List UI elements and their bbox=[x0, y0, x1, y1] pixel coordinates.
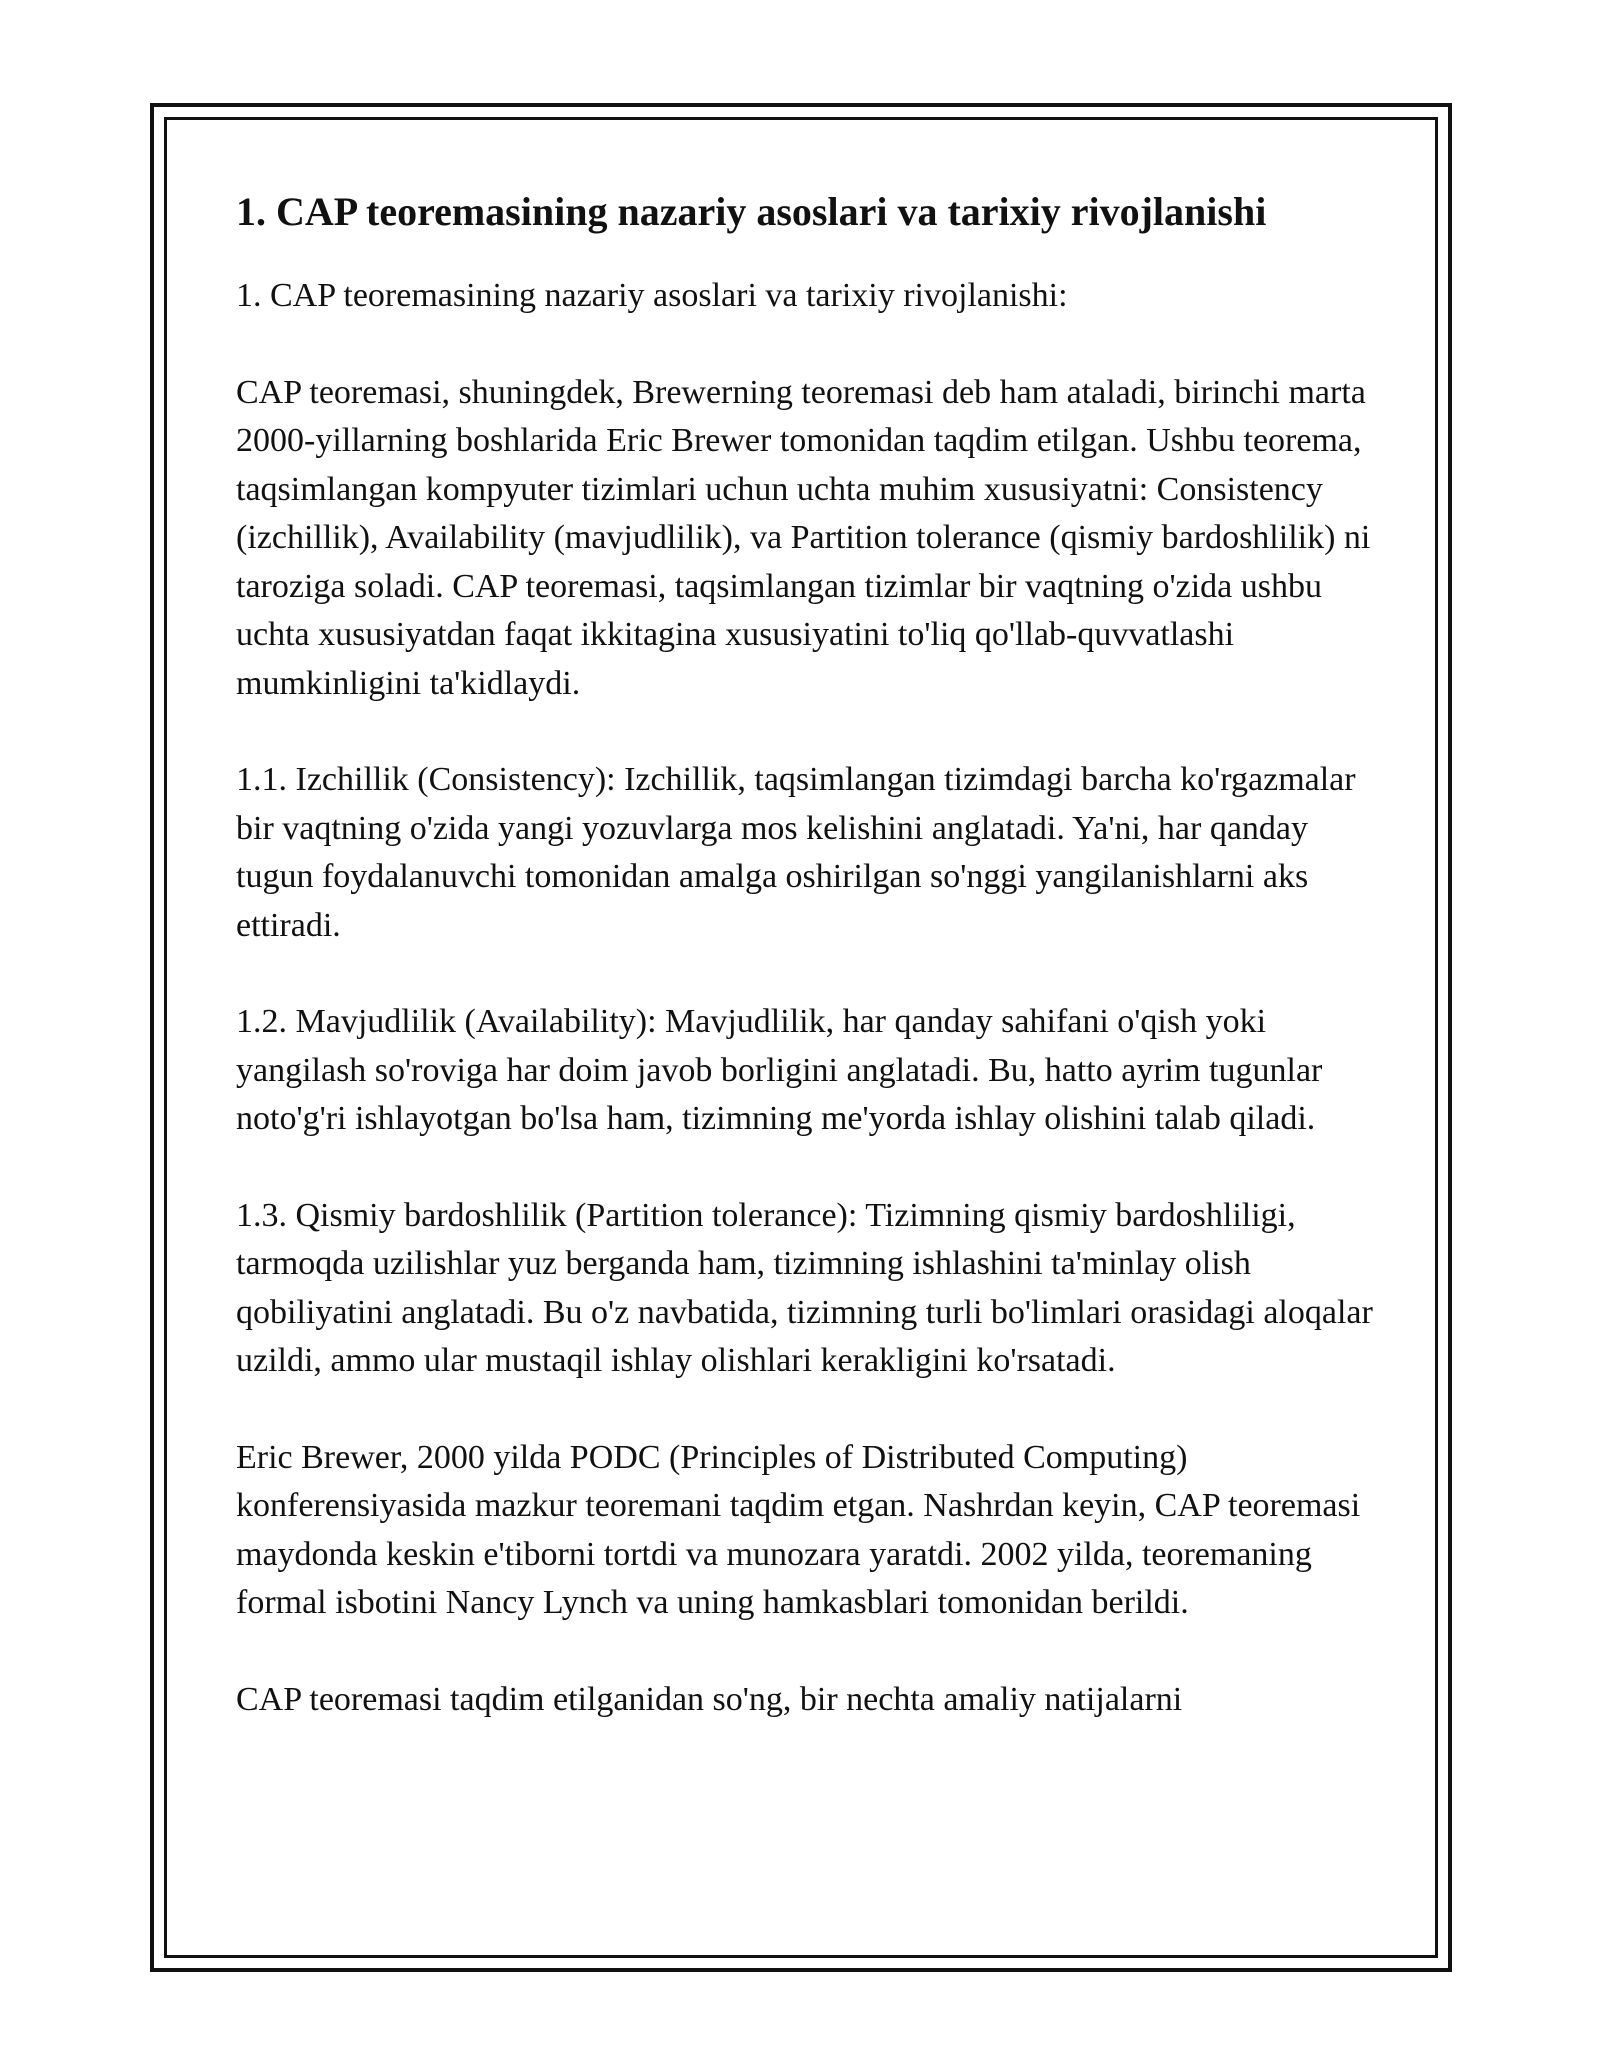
paragraph-cap-definition: CAP teoremasi, shuningdek, Brewerning teoremasi deb ham ataladi, birinchi marta 2000-yillarning boshlarida Eric Brewer tomonidan taqdim etilgan. Ushbu teorema, taqsimlangan kompyuter tizimlari uchun uchta muhim xususiyatni: Consistency (izchillik), Availability (mavjudlilik), va Partition tolerance (qismiy bardoshlilik) ni taroziga soladi. CAP teoremasi, taqsimlangan tizimlar bir vaqtning o'zida ushbu uchta xususiyatdan faqat ikkitagina xususiyatini to'liq qo'llab-quvvatlashi mumkinligini ta'kidlaydi. bbox=[236, 373, 1371, 702]
paragraph-partition-tolerance: 1.3. Qismiy bardoshlilik (Partition tolerance): Tizimning qismiy bardoshliligi, tarmoqda uzilishlar yuz berganda ham, tizimning ishlashini ta'minlay olish qobiliyatini anglatadi. Bu o'z navbatida, tizimning turli bo'limlari orasidagi aloqalar uzildi, ammo ular mustaqil ishlay olishlari kerakligini ko'rsatadi. bbox=[236, 1196, 1373, 1379]
paragraph-history: Eric Brewer, 2000 yilda PODC (Principles of Distributed Computing) konferensiyasida mazkur teoremani taqdim etgan. Nashrdan keyin, CAP teoremasi maydonda keskin e'tiborni tortdi va munozara yaratdi. 2002 yilda, teoremaning formal isbotini Nancy Lynch va uning hamkasblari tomonidan berildi. bbox=[236, 1438, 1361, 1621]
paragraph-continuation: CAP teoremasi taqdim etilganidan so'ng, bir nechta amaliy natijalarni bbox=[236, 1680, 1183, 1718]
paragraph-consistency: 1.1. Izchillik (Consistency): Izchillik, taqsimlangan tizimdagi barcha ko'rgazmalar bir vaqtning o'zida yangi yozuvlarga mos kelishini anglatadi. Ya'ni, har qanday tugun foydalanuvchi tomonidan amalga oshirilgan so'nggi yangilanishlarni aks ettiradi. bbox=[236, 761, 1356, 944]
paragraph-availability: 1.2. Mavjudlilik (Availability): Mavjudlilik, har qanday sahifani o'qish yoki yangilash so'roviga har doim javob borligini anglatadi. Bu, hatto ayrim tugunlar noto'g'ri ishlayotgan bo'lsa ham, tizimning me'yorda ishlay olishini talab qiladi. bbox=[236, 1003, 1323, 1137]
document-body bbox=[236, 186, 1376, 1772]
paragraph-intro: 1. CAP teoremasining nazariy asoslari va tarixiy rivojlanishi: bbox=[236, 277, 1068, 314]
section-heading: 1. CAP teoremasining nazariy asoslari va tarixiy rivojlanishi bbox=[236, 189, 1267, 234]
